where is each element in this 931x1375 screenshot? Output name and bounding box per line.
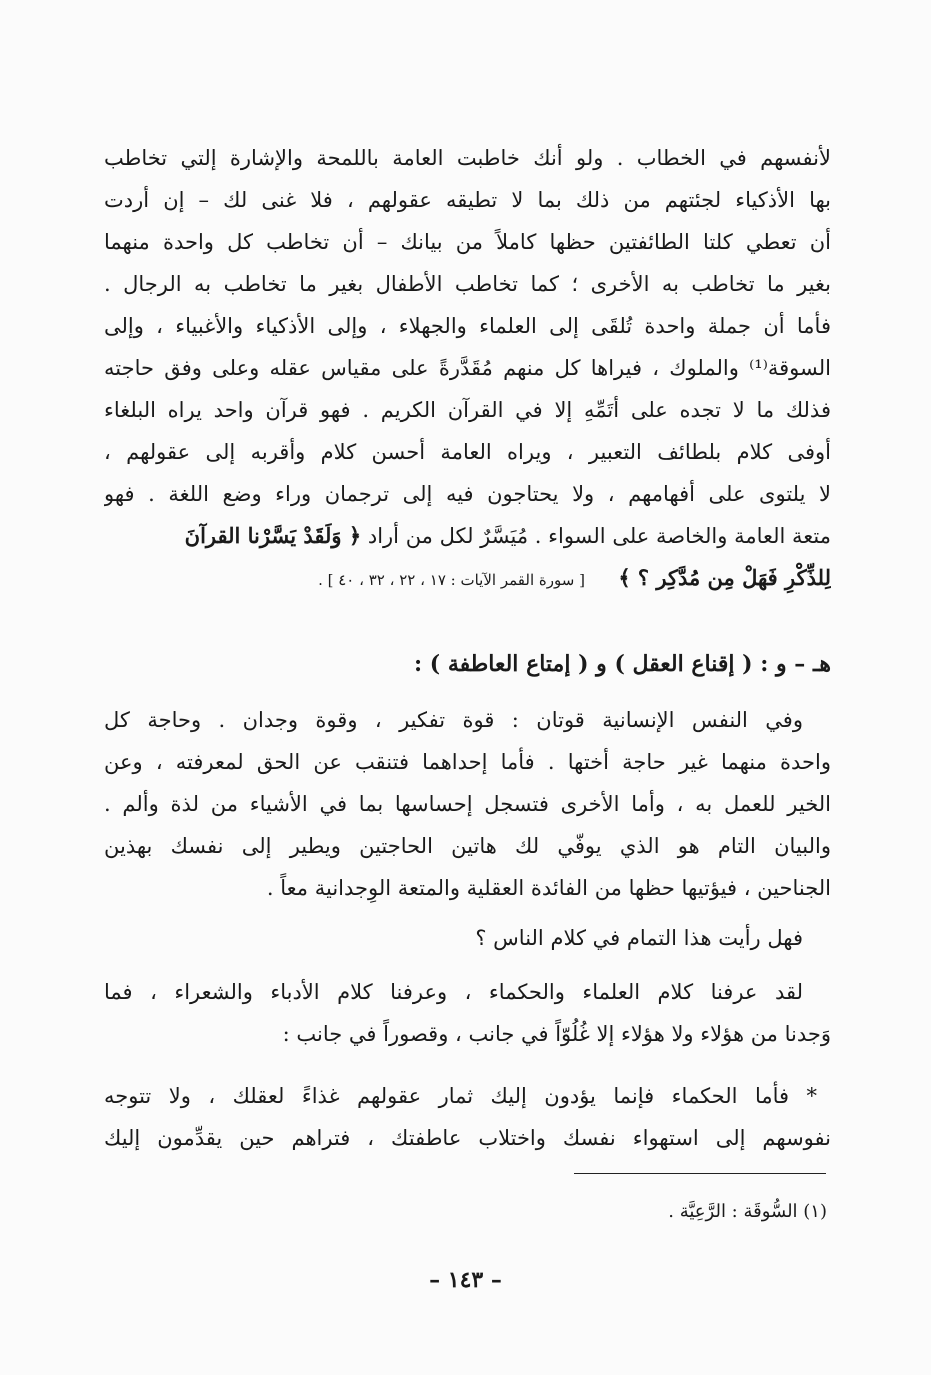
text-line: أن تعطي كلتا الطائفتين حظها كاملاً من بيانك – أن تخاطب كل واحدة منهما <box>104 230 831 254</box>
question-line: فهل رأيت هذا التمام في كلام الناس ؟ <box>475 926 803 950</box>
verse-line <box>104 558 831 598</box>
text-line: بغير ما تخاطب به الأخرى ؛ كما تخاطب الأطفال بغير ما تخاطب به الرجال . <box>104 272 831 296</box>
text-line: لا يلتوى على أفهامهم ، ولا يحتاجون فيه إلى ترجمان وراء وضع اللغة . فهو <box>104 482 831 506</box>
footnote: (١) السُّوقَة : الرَّعِيَّة . <box>668 1201 827 1222</box>
footnote-separator <box>574 1173 826 1174</box>
text-line: بها الأذكياء لجئتهم من ذلك بما لا تطيقه عقولهم ، فلا غنى لك – إن أردت <box>104 188 831 212</box>
text-line: * فأما الحكماء فإنما يؤدون إليك ثمار عقولهم غذاءً لعقلك ، ولا تتوجه <box>104 1084 817 1108</box>
section-heading: هـ – و : ( إقناع العقل ) و ( إمتاع العاطفة ) : <box>414 651 831 677</box>
quran-verse-end: لِلذِّكْرِ فَهَلْ مِن مُدَّكِر ؟ ﴾ <box>618 565 831 590</box>
verse-citation: [ سورة القمر الآيات : ١٧ ، ٢٢ ، ٣٢ ، ٤٠ ] . <box>318 571 585 589</box>
paragraph-2 <box>104 700 831 912</box>
text-line: وفي النفس الإنسانية قوتان : قوة تفكير ، وقوة وجدان . وحاجة كل <box>104 708 803 732</box>
text-line: والبيان التام هو الذي يوفّي لك هاتين الحاجتين ويطير إلى نفسك بهذين <box>104 834 831 858</box>
text-line: فذلك ما لا تجده على أتَمِّهِ إلا في القرآن الكريم . فهو قرآن واحد يراه البلغاء <box>104 398 831 422</box>
text-line: الجناحين ، فيؤتيها حظها من الفائدة العقلية والمتعة الوِجدانية معاً . <box>266 876 831 900</box>
page-number: – ١٤٣ – <box>429 1267 502 1293</box>
text-line: نفوسهم إلى استهواء نفسك واختلاب عاطفتك ، فتراهم حين يقدِّمون إليك <box>104 1126 831 1150</box>
text-line: لأنفسهم في الخطاب . ولو أنك خاطبت العامة باللمحة والإشارة إلتي تخاطب <box>104 146 831 170</box>
question-block <box>104 918 831 960</box>
paragraph-3 <box>104 972 831 1058</box>
text-line: الخير للعمل به ، وأما الأخرى فتسجل إحساسها بما في الأشياء من لذة وألم . <box>104 792 831 816</box>
text-line: فأما أن جملة واحدة تُلقَى إلى العلماء والجهلاء ، وإلى الأذكياء والأغبياء ، وإلى <box>104 314 831 338</box>
text-line: وَجدنا من هؤلاء ولا هؤلاء إلا غُلُوّاً في جانب ، وقصوراً في جانب : <box>282 1022 831 1046</box>
text-segment: متعة العامة والخاصة على السواء . مُيَسَّرٌ لكل من أراد <box>367 524 831 548</box>
text-line: أوفى كلام بلطائف التعبير ، ويراه العامة أحسن كلام وأقربه إلى عقولهم ، <box>104 440 831 464</box>
paragraph-4 <box>104 1076 831 1162</box>
text-line: السوقة⁽¹⁾ والملوك ، فيراها كل منهم مُقَدَّرةً على مقياس عقله وعلى وفق حاجته <box>104 356 831 380</box>
paragraph-1 <box>104 138 831 628</box>
text-line-with-verse <box>104 516 831 556</box>
section-heading-block <box>104 644 831 686</box>
quran-verse-start: ﴿ وَلَقَدْ يَسَّرْنا القرآنَ <box>184 523 362 548</box>
text-line: لقد عرفنا كلام العلماء والحكماء ، وعرفنا كلام الأدباء والشعراء ، فما <box>104 980 803 1004</box>
text-line: واحدة منهما غير حاجة أختها . فأما إحداهما فتنقب عن الحق لمعرفته ، وعن <box>104 750 831 774</box>
